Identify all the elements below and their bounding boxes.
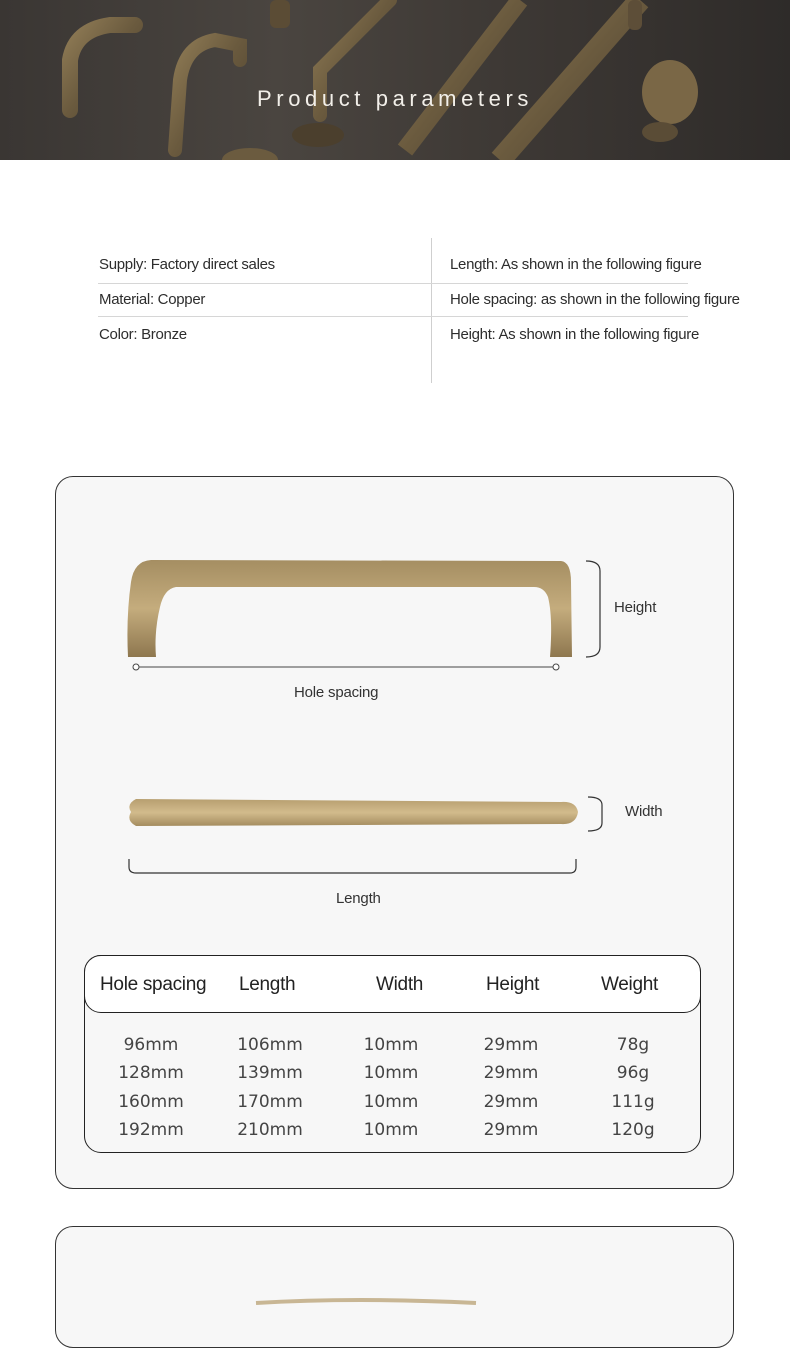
hero-banner xyxy=(0,0,790,160)
cell-length: 106mm xyxy=(237,1035,303,1055)
cell-length: 170mm xyxy=(237,1092,303,1112)
cell-width: 10mm xyxy=(363,1092,419,1112)
cell-width: 10mm xyxy=(363,1035,419,1055)
cell-weight: 111g xyxy=(611,1092,655,1112)
header-width: Width xyxy=(376,974,424,995)
cell-weight: 78g xyxy=(616,1035,650,1055)
header-weight: Weight xyxy=(601,974,658,995)
cell-length: 139mm xyxy=(237,1063,303,1083)
cell-hole-spacing: 96mm xyxy=(123,1035,179,1055)
cell-hole-spacing: 128mm xyxy=(118,1063,184,1083)
dimension-card xyxy=(55,476,734,1189)
hole-spacing-label: Hole spacing xyxy=(294,684,379,701)
spec-table xyxy=(84,955,701,1153)
param-supply: Supply: Factory direct sales xyxy=(99,256,275,273)
cell-height: 29mm xyxy=(483,1092,539,1112)
param-height: Height: As shown in the following figure xyxy=(450,326,699,343)
hero-title: Product parameters xyxy=(257,86,533,111)
handle-top-view xyxy=(56,777,733,887)
cell-width: 10mm xyxy=(363,1120,419,1140)
cell-weight: 96g xyxy=(616,1063,650,1083)
handle-preview xyxy=(56,1227,733,1347)
spec-table-header xyxy=(84,955,701,1013)
column-divider xyxy=(431,238,432,383)
cell-hole-spacing: 192mm xyxy=(118,1120,184,1140)
height-label: Height xyxy=(614,599,657,616)
length-label: Length xyxy=(336,890,381,907)
handle-side-view xyxy=(56,537,733,777)
param-length: Length: As shown in the following figure xyxy=(450,256,702,273)
parameters-table xyxy=(98,238,748,383)
cell-width: 10mm xyxy=(363,1063,419,1083)
row-divider xyxy=(98,316,688,317)
cell-weight: 120g xyxy=(611,1120,655,1140)
cell-height: 29mm xyxy=(483,1063,539,1083)
cell-height: 29mm xyxy=(483,1035,539,1055)
param-color: Color: Bronze xyxy=(99,326,187,343)
header-height: Height xyxy=(486,974,540,995)
width-label: Width xyxy=(625,803,663,820)
cell-hole-spacing: 160mm xyxy=(118,1092,184,1112)
header-hole-spacing: Hole spacing xyxy=(100,974,207,995)
header-length: Length xyxy=(239,974,296,995)
cell-length: 210mm xyxy=(237,1120,303,1140)
row-divider xyxy=(98,283,688,284)
cell-height: 29mm xyxy=(483,1120,539,1140)
param-material: Material: Copper xyxy=(99,291,206,308)
next-product-card xyxy=(55,1226,734,1348)
handles-photo xyxy=(0,0,790,160)
param-hole-spacing: Hole spacing: as shown in the following figure xyxy=(450,291,740,308)
